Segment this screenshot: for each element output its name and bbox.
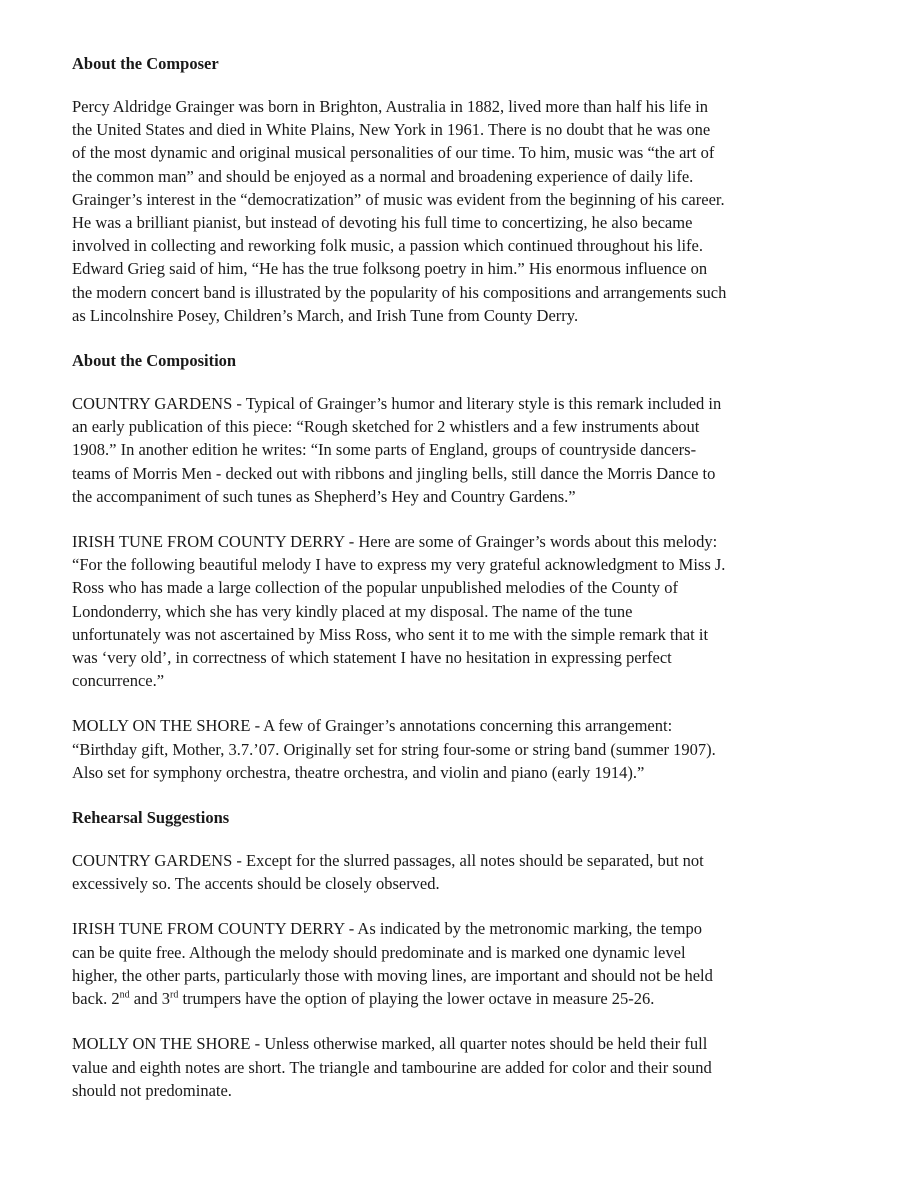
- text-line: unfortunately was not ascertained by Miss Ross, who sent it to me with the simple remark that it: [72, 624, 709, 644]
- text-line: the common man” and should be enjoyed as a normal and broadening experience of daily life.: [72, 166, 694, 186]
- ordinal-superscript: nd: [119, 989, 130, 1001]
- text-line-with-superscripts: [72, 987, 842, 1010]
- rehearsal-irish-tune: [72, 917, 842, 1010]
- text-fragment: back. 2: [72, 989, 120, 1009]
- text-line: the accompaniment of such tunes as Shepherd’s Hey and Country Gardens.”: [72, 486, 576, 506]
- text-line: the United States and died in White Plains, New York in 1961. There is no doubt that he was one: [72, 120, 711, 140]
- heading-about-composition: About the Composition: [72, 351, 237, 371]
- text-line: MOLLY ON THE SHORE - A few of Grainger’s annotations concerning this arrangement:: [72, 716, 673, 736]
- text-line: MOLLY ON THE SHORE - Unless otherwise marked, all quarter notes should be held their full: [72, 1034, 708, 1054]
- text-line: the modern concert band is illustrated by the popularity of his compositions and arrangements such: [72, 282, 727, 302]
- composition-irish-tune: [72, 530, 842, 692]
- composer-biography: [72, 95, 842, 327]
- text-line: teams of Morris Men - decked out with ribbons and jingling bells, still dance the Morris Dance to: [72, 463, 716, 483]
- text-line: Ross who has made a large collection of the popular unpublished melodies of the County of: [72, 578, 678, 598]
- text-line: was ‘very old’, in correctness of which statement I have no hesitation in expressing perfect: [72, 648, 672, 668]
- text-line: excessively so. The accents should be closely observed.: [72, 874, 440, 894]
- text-line: 1908.” In another edition he writes: “In some parts of England, groups of countryside dancers-: [72, 440, 697, 460]
- composition-molly-on-the-shore: [72, 714, 842, 784]
- text-line: COUNTRY GARDENS - Except for the slurred passages, all notes should be separated, but not: [72, 851, 704, 871]
- heading-about-composer: About the Composer: [72, 54, 219, 73]
- text-line: an early publication of this piece: “Rough sketched for 2 whistlers and a few instruments about: [72, 417, 700, 437]
- text-line: Grainger’s interest in the “democratization” of music was evident from the beginning of his career.: [72, 189, 725, 209]
- text-line: as Lincolnshire Posey, Children’s March, and Irish Tune from County Derry.: [72, 305, 579, 325]
- rehearsal-molly-on-the-shore: [72, 1032, 842, 1102]
- text-line: of the most dynamic and original musical personalities of our time. To him, music was “the art of: [72, 143, 715, 163]
- text-line: He was a brilliant pianist, but instead of devoting his full time to concertizing, he also became: [72, 213, 693, 233]
- text-line: should not predominate.: [72, 1080, 232, 1100]
- ordinal-superscript: rd: [169, 989, 179, 1001]
- text-line: IRISH TUNE FROM COUNTY DERRY - Here are some of Grainger’s words about this melody:: [72, 532, 718, 552]
- text-line: Also set for symphony orchestra, theatre orchestra, and violin and piano (early 1914).”: [72, 762, 645, 782]
- text-line: Percy Aldridge Grainger was born in Brighton, Australia in 1882, lived more than half his life in: [72, 97, 709, 116]
- heading-rehearsal-suggestions: Rehearsal Suggestions: [72, 808, 230, 828]
- text-fragment: and 3: [129, 989, 170, 1009]
- text-line: concurrence.”: [72, 671, 165, 691]
- text-line: higher, the other parts, particularly those with moving lines, are important and should not be held: [72, 965, 713, 985]
- text-line: value and eighth notes are short. The triangle and tambourine are added for color and their sound: [72, 1057, 712, 1077]
- document-page: [72, 52, 842, 1124]
- rehearsal-country-gardens: [72, 849, 842, 895]
- text-line: “For the following beautiful melody I have to express my very grateful acknowledgment to Miss J.: [72, 555, 726, 575]
- text-fragment: trumpers have the option of playing the lower octave in measure 25-26.: [178, 989, 655, 1009]
- text-line: Edward Grieg said of him, “He has the true folksong poetry in him.” His enormous influence on: [72, 259, 708, 279]
- text-line: Londonderry, which she has very kindly placed at my disposal. The name of the tune: [72, 601, 633, 621]
- text-line: involved in collecting and reworking folk music, a passion which continued throughout his life.: [72, 236, 704, 256]
- text-line: IRISH TUNE FROM COUNTY DERRY - As indicated by the metronomic marking, the tempo: [72, 919, 702, 939]
- text-line: can be quite free. Although the melody should predominate and is marked one dynamic level: [72, 942, 686, 962]
- composition-country-gardens: [72, 392, 842, 508]
- text-line: “Birthday gift, Mother, 3.7.’07. Originally set for string four-some or string band (summer 1907).: [72, 739, 716, 759]
- text-line: COUNTRY GARDENS - Typical of Grainger’s humor and literary style is this remark included in: [72, 394, 722, 414]
